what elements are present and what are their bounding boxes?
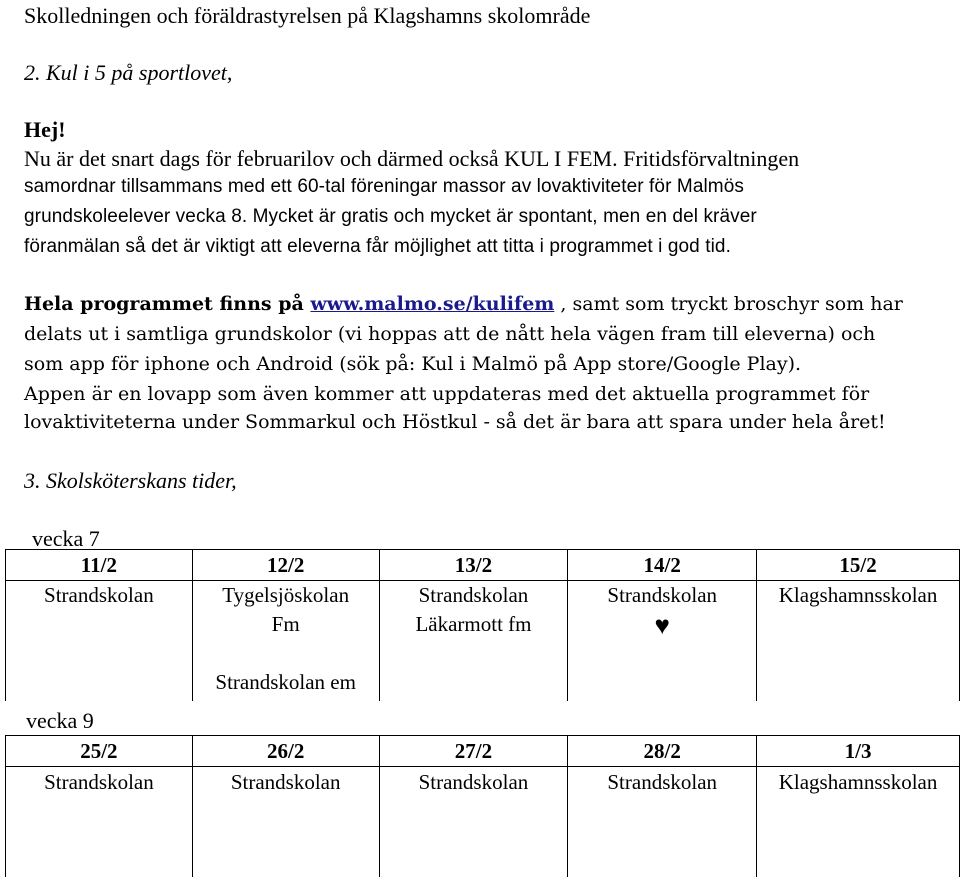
paragraph-line: samordnar tillsammans med ett 60-tal föreningar massor av lovaktiviteter för Malmös xyxy=(24,176,745,197)
schedule-row xyxy=(6,581,960,702)
time-note: Läkarmott fm xyxy=(415,612,532,636)
date-cell: 14/2 xyxy=(568,550,757,581)
paragraph-line: Nu är det snart dags för februarilov och därmed också KUL I FEM. Fritidsförvaltningen xyxy=(24,146,800,171)
heart-icon: ♥ xyxy=(654,611,670,640)
schedule-cell: Strandskolan xyxy=(568,767,757,878)
schedule-row xyxy=(6,767,960,878)
week-7-schedule-table xyxy=(5,549,960,701)
schedule-cell xyxy=(757,581,960,702)
date-cell: 11/2 xyxy=(6,550,193,581)
greeting: Hej! xyxy=(24,117,66,142)
time-note: Fm xyxy=(271,612,300,636)
date-cell: 27/2 xyxy=(379,736,568,767)
section-3-heading: 3. Skolsköterskans tider, xyxy=(24,468,237,493)
school-name: Strandskolan em xyxy=(215,670,356,694)
week-9-label: vecka 9 xyxy=(26,708,94,733)
schedule-cell xyxy=(379,581,568,702)
date-row xyxy=(6,550,960,581)
school-name: Strandskolan xyxy=(418,583,529,607)
school-name: Klagshamnsskolan xyxy=(778,583,938,607)
school-name: Tygelsjöskolan xyxy=(222,583,350,607)
week-7-label: vecka 7 xyxy=(32,526,100,551)
paragraph-line: grundskoleelever vecka 8. Mycket är gratis och mycket är spontant, men en del kräver xyxy=(24,206,757,227)
date-cell: 1/3 xyxy=(757,736,960,767)
date-cell: 25/2 xyxy=(6,736,193,767)
schedule-cell: Strandskolan xyxy=(379,767,568,878)
date-row xyxy=(6,736,960,767)
date-cell: 15/2 xyxy=(757,550,960,581)
schedule-cell xyxy=(192,581,379,702)
paragraph-line: föranmälan så det är viktigt att eleverna får möjlighet att titta i programmet i god tid. xyxy=(24,236,731,257)
date-cell: 12/2 xyxy=(192,550,379,581)
program-bold-text: Hela programmet finns på xyxy=(24,293,311,315)
date-cell: 13/2 xyxy=(379,550,568,581)
schedule-cell xyxy=(6,581,193,702)
program-line xyxy=(24,293,903,315)
paragraph-line: delats ut i samtliga grundskolor (vi hoppas att de nått hela vägen fram till eleverna) och xyxy=(24,323,876,345)
date-cell: 26/2 xyxy=(192,736,379,767)
schedule-cell: Strandskolan xyxy=(6,767,193,878)
program-rest-text: , samt som tryckt broschyr som har xyxy=(554,293,903,315)
spacer-line xyxy=(193,639,379,668)
paragraph-line: Appen är en lovapp som även kommer att uppdateras med det aktuella programmet för xyxy=(24,383,870,405)
school-name: Strandskolan xyxy=(44,583,154,607)
schedule-cell xyxy=(568,581,757,702)
school-name: Strandskolan xyxy=(607,583,718,607)
date-cell: 28/2 xyxy=(568,736,757,767)
section-2-heading: 2. Kul i 5 på sportlovet, xyxy=(24,60,233,85)
paragraph-line: lovaktiviteterna under Sommarkul och Höstkul - så det är bara att spara under hela året! xyxy=(24,411,886,433)
paragraph-line: som app för iphone och Android (sök på: Kul i Malmö på App store/Google Play). xyxy=(24,353,802,375)
week-9-schedule-table xyxy=(5,735,960,877)
schedule-cell: Klagshamnsskolan xyxy=(757,767,960,878)
kulifem-link[interactable]: www.malmo.se/kulifem xyxy=(310,293,555,315)
org-line: Skolledningen och föräldrastyrelsen på Klagshamns skolområde xyxy=(24,3,591,28)
schedule-cell: Strandskolan xyxy=(192,767,379,878)
